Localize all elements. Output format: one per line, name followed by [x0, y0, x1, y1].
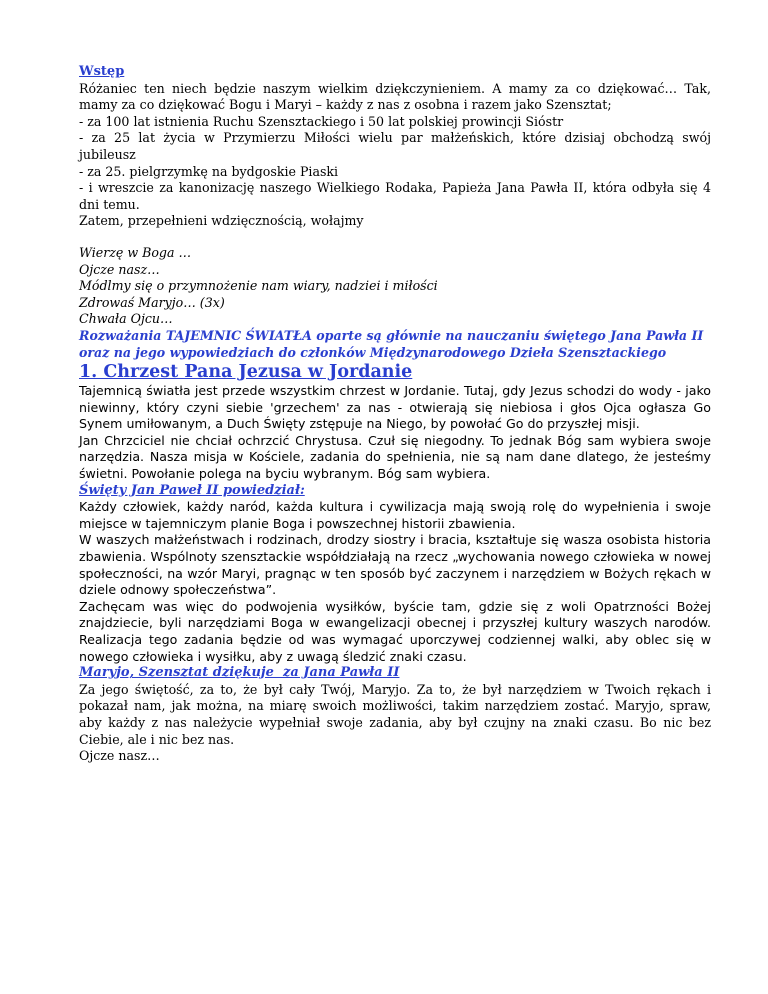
- intro-line: Różaniec ten niech będzie naszym wielkim dziękczynieniem. A mamy za co dziękować… Tak, mamy za co dziękować Bogu i Maryi – każdy z nas z osobna i razem jako Szensztat;: [79, 80, 711, 113]
- intro-line: Zatem, przepełnieni wdzięcznością, wołajmy: [79, 213, 364, 229]
- intro-text: [79, 81, 711, 230]
- document-page: [79, 64, 711, 765]
- prayer-list: [79, 245, 711, 328]
- thanks-paragraph: Za jego świętość, za to, że był cały Twój, Maryjo. Za to, że był narzędziem w Twoich rękach i pokazał nam, jak można, na miarę swoich możliwości, takim narzędziem zostać. Maryjo, spraw, aby każdy z nas należycie wypełniał swoje zadania, aby był czujny na znaki czasu. Bo nic bez Ciebie, ale i nic bez nas.: [79, 681, 711, 747]
- intro-line: - za 25. pielgrzymkę na bydgoskie Piaski: [79, 163, 339, 179]
- intro-line: - za 100 lat istnienia Ruchu Szensztackiego i 50 lat polskiej prowincji Sióstr: [79, 113, 564, 129]
- intro-line: - i wreszcie za kanonizację naszego Wielkiego Rodaka, Papieża Jana Pawła II, która odbyła się 4 dni temu.: [79, 180, 711, 212]
- closing-prayer: Ojcze nasz…: [79, 748, 160, 764]
- prayer-item: Chwała Ojcu…: [79, 311, 173, 327]
- mystery-paragraph: Jan Chrzciciel nie chciał ochrzcić Chrystusa. Czuł się niegodny. To jednak Bóg sam wybiera swoje narzędzia. Nasza misja w Kościele, zadania do spełnienia, nie są nam dane dlatego, że jesteśmy świetni. Powołanie polega na byciu wybranym. Bóg sam wybiera.: [79, 432, 711, 482]
- intro-line: - za 25 lat życia w Przymierzu Miłości wielu par małżeńskich, które dzisiaj obchodzą swój jubileusz: [79, 130, 711, 162]
- quote-paragraph: Każdy człowiek, każdy naród, każda kultura i cywilizacja mają swoją rolę do wypełnienia i swoje miejsce w tajemniczym planie Boga i powszechnej historii zbawienia.: [79, 499, 711, 531]
- intro-heading: Wstęp: [79, 64, 125, 79]
- quote-heading: Święty Jan Paweł II powiedział:: [79, 482, 305, 498]
- prayer-item: Zdrowaś Maryjo… (3x): [79, 294, 225, 310]
- mystery-title: 1. Chrzest Pana Jezusa w Jordanie: [79, 362, 413, 383]
- thanks-heading: Maryjo, Szensztat dziękuje za Jana Pawła II: [79, 665, 400, 681]
- prayer-item: Ojcze nasz…: [79, 261, 160, 277]
- mysteries-note: Rozważania TAJEMNIC ŚWIATŁA oparte są głównie na nauczaniu świętego Jana Pawła II oraz na jego wypowiedziach do członków Międzynarodowego Dzieła Szensztackiego: [79, 327, 704, 360]
- prayer-item: Módlmy się o przymnożenie nam wiary, nadziei i miłości: [79, 278, 438, 294]
- prayer-item: Wierzę w Boga …: [79, 244, 192, 260]
- quote-paragraph: Zachęcam was więc do podwojenia wysiłków, byście tam, gdzie się z woli Opatrzności Bożej znajdziecie, byli narzędziami Boga w ewangelizacji obecnej i przyszłej kultury waszych narodów. Realizacja tego zadania będzie od was wymagać uporczywej codziennej walki, aby oblec się w nowego człowieka i wysiłku, aby z uwagą śledzić znaki czasu.: [79, 598, 711, 664]
- mystery-paragraph: Tajemnicą światła jest przede wszystkim chrzest w Jordanie. Tutaj, gdy Jezus schodzi do wody - jako niewinny, który czyni siebie 'grzechem' za nas - otwierają się niebiosa i głos Ojca ogłasza Go Synem umiłowanym, a Duch Święty zstępuje na Niego, by powołać Go do przyszłej misji.: [79, 383, 711, 432]
- quote-paragraph: W waszych małżeństwach i rodzinach, drodzy siostry i bracia, kształtuje się wasza osobista historia zbawienia. Wspólnoty szensztackie współdziałają na rzecz „wychowania nowego człowieka w nowej społeczności, na wzór Maryi, pragnąc w ten sposób być zaczynem i narzędziem w Bożych rękach w dziele odnowy społeczeństwa”.: [79, 532, 711, 598]
